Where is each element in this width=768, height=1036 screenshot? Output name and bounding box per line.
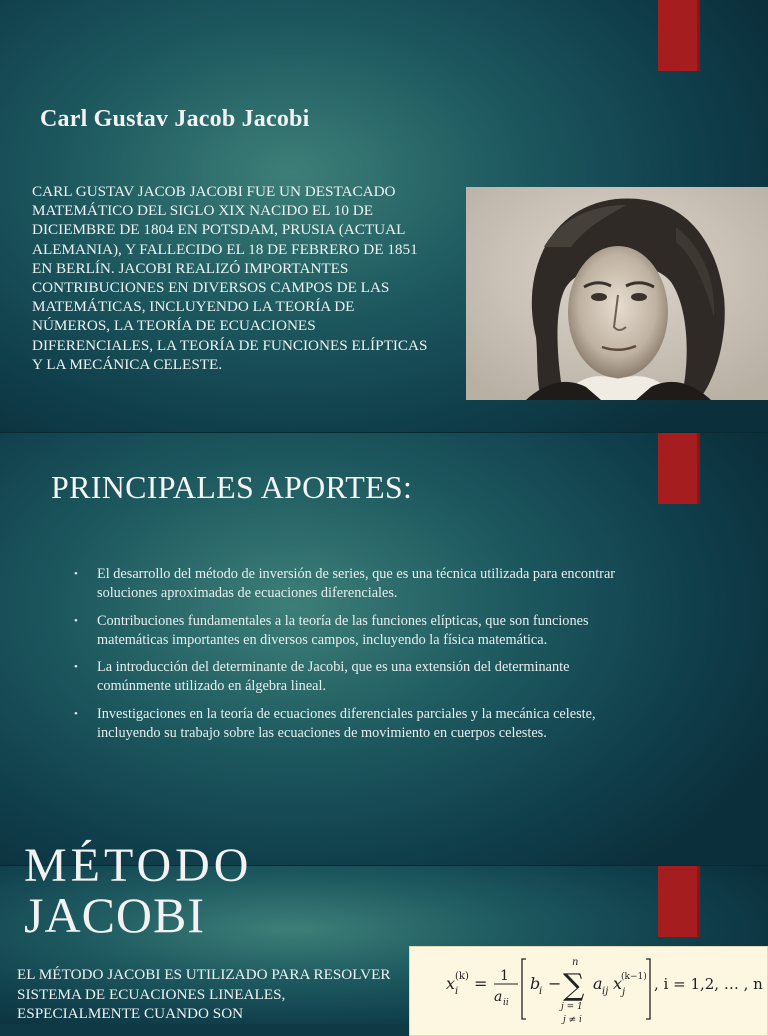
slide-jacobi-method [0, 839, 768, 1025]
list-item: • El desarrollo del método de inversión de series, que es una técnica utilizada para encontrar soluciones aproximadas de ecuaciones diferenciales. [74, 566, 616, 602]
jacobi-formula [409, 946, 768, 1036]
formula-lhs: x [446, 974, 456, 993]
formula-sum-bottom2: j ≠ i [563, 1015, 582, 1025]
bullet-icon: • [74, 661, 78, 674]
formula-frac-den-sub: ii [503, 998, 509, 1008]
formula-lhs-sub: i [455, 986, 459, 997]
formula-lhs-sup: (k) [455, 971, 469, 982]
formula-sum-top: n [572, 957, 579, 968]
slide-title: PRINCIPALES APORTES: [51, 469, 413, 505]
clipped-title-line: MÉTODO [24, 839, 253, 892]
slide-principal-contributions [0, 433, 768, 865]
formula-frac-den: a [494, 989, 503, 1005]
formula-frac-num: 1 [500, 968, 509, 984]
slide-biography [0, 0, 768, 432]
formula-sum-bottom1: j = 1 [561, 1002, 583, 1012]
formula-x: x [613, 974, 623, 993]
jacobi-portrait-image [466, 187, 768, 400]
formula-b-sub: i [539, 986, 543, 997]
list-item: • La introducción del determinante de Jacobi, que es una extensión del determinante comúnmente utilizado en álgebra lineal. [74, 659, 570, 695]
list-item: • Contribuciones fundamentales a la teoría de las funciones elípticas, que son funciones matemáticas importantes en diversos campos, incluyendo la física matemática. [74, 612, 589, 648]
slide-accent-tab [658, 0, 700, 71]
bullet-icon: • [74, 568, 78, 580]
bullet-icon: • [74, 707, 78, 720]
formula-range: , i = 1,2, … , n [654, 975, 763, 993]
formula-b: b [530, 974, 541, 993]
method-description-text: EL MÉTODO JACOBI ES UTILIZADO PARA RESOLVER SISTEMA DE ECUACIONES LINEALES, ESPECIALMENTE CUANDO SON [17, 966, 391, 1022]
formula-a: a [593, 974, 603, 993]
formula-x-sup: (k−1) [621, 972, 647, 982]
slide-title: Carl Gustav Jacob Jacobi [40, 106, 310, 132]
bullet-icon: • [74, 614, 78, 627]
slide-accent-tab [658, 866, 700, 937]
formula-sum-icon: ∑ [563, 968, 585, 1003]
formula-minus: − [548, 974, 562, 993]
slide-title: JACOBI [24, 887, 206, 943]
formula-a-sub: ij [602, 986, 609, 997]
list-item: • Investigaciones en la teoría de ecuaciones diferenciales parciales y la mecánica celeste, incluyendo su trabajo sobre las ecuaciones de movimiento en cuerpos celestes. [74, 705, 596, 742]
formula-x-sub: j [622, 987, 626, 998]
contributions-list [72, 565, 632, 751]
formula-equals: = [474, 974, 488, 993]
biography-text: CARL GUSTAV JACOB JACOBI FUE UN DESTACADO MATEMÁTICO DEL SIGLO XIX NACIDO EL 10 DE DICIEMBRE DE 1804 EN POTSDAM, PRUSIA (ACTUAL ALEMANIA), Y FALLECIDO EL 18 DE FEBRERO DE 1851 EN BERLÍN. JACOBI REALIZÓ IMPORTANTES CONTRIBUCIONES EN DIVERSOS CAMPOS DE LAS MATEMÁTICAS, INCLUYENDO LA TEORÍA DE NÚMEROS, LA TEORÍA DE ECUACIONES DIFERENCIALES, LA TEORÍA DE FUNCIONES ELÍPTICAS Y LA MECÁNICA CELESTE. [32, 183, 428, 373]
slide-accent-tab [658, 433, 700, 504]
